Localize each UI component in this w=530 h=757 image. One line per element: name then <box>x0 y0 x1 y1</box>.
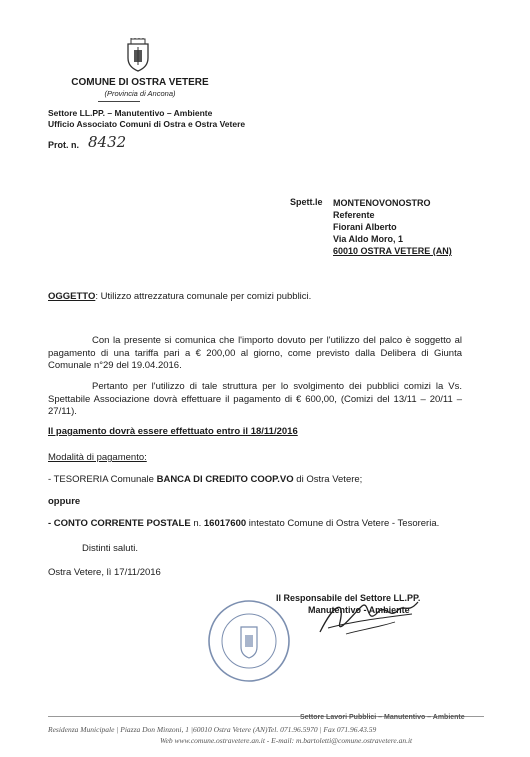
protocol-number: 8432 <box>88 133 127 151</box>
postal-account-holder: intestato Comune di Ostra Vetere - Tesoreria. <box>246 518 440 529</box>
bank-name: BANCA DI CREDITO COOP.VO <box>156 474 294 485</box>
closing-greeting: Distinti saluti. <box>82 543 138 554</box>
office-name: Ufficio Associato Comuni di Ostra e Ostra Vetere <box>48 119 246 129</box>
payment-methods-heading: Modalità di pagamento: <box>48 452 147 463</box>
subject-text: : Utilizzo attrezzatura comunale per comizi pubblici. <box>95 291 312 302</box>
signatory-title: Il Responsabile del Settore LL.PP. <box>276 593 421 603</box>
treasury-suffix: di Ostra Vetere; <box>293 474 363 485</box>
province-label: (Provincia di Ancona) <box>104 89 176 98</box>
body-paragraph: Pertanto per l'utilizzo di tale struttura per lo svolgimento dei pubblici comizi la Vs. Spettabile Associazione dovrà effettuare il pagamento di € 600,00, (Comizi del 13/11 – 20/11 – 27/11). <box>48 381 462 417</box>
postal-n-label: n. <box>190 518 204 529</box>
handwritten-signature <box>300 592 430 642</box>
recipient-line: Via Aldo Moro, 1 <box>333 234 404 244</box>
department-name: Settore LL.PP. – Manutentivo – Ambiente <box>48 108 213 118</box>
footer-contacts: Web www.comune.ostravetere.an.it - E-mail: m.bartoletti@comune.ostravetere.an.it <box>160 736 413 745</box>
postal-account-number: 16017600 <box>203 518 247 529</box>
place-date: Ostra Vetere, lì 17/11/2016 <box>48 567 161 578</box>
treasury-prefix: - TESORERIA Comunale <box>48 474 157 485</box>
payment-method-postal <box>48 518 439 531</box>
subject-line <box>48 291 311 304</box>
municipality-name: COMUNE DI OSTRA VETERE <box>71 77 209 88</box>
body-paragraph: Con la presente si comunica che l'importo dovuto per l'utilizzo del palco è soggetto al pagamento di una tariffa pari a € 200,00 al giorno, come previsto dalla Delibera di Giunta Comunale n°29 del 19.04.2016. <box>48 335 462 371</box>
signatory-department: Manutentivo - Ambiente <box>308 605 410 615</box>
footer-address: Residenza Municipale | Piazza Don Minzoni, 1 |60010 Ostra Vetere (AN)Tel. 071.96.5970 | Fax 071.96.43.59 <box>48 725 377 734</box>
recipient-line: Fiorani Alberto <box>333 222 397 232</box>
recipient-label: Spett.le <box>290 197 323 207</box>
official-stamp-icon <box>205 597 293 685</box>
payment-method-treasury <box>48 474 362 487</box>
recipient-line: MONTENOVONOSTRO <box>333 198 431 208</box>
recipient-line: Referente <box>333 210 375 220</box>
protocol-label: Prot. n. <box>48 140 79 150</box>
divider <box>98 101 140 102</box>
payment-deadline: Il pagamento dovrà essere effettuato entro il 18/11/2016 <box>48 426 298 437</box>
footer-department: Settore Lavori Pubblici – Manutentivo – Ambiente <box>300 714 465 721</box>
coat-of-arms-icon <box>125 38 151 72</box>
or-label: oppure <box>48 496 81 507</box>
postal-account-label: - CONTO CORRENTE POSTALE <box>48 518 191 529</box>
subject-label: OGGETTO <box>48 291 96 302</box>
recipient-line: 60010 OSTRA VETERE (AN) <box>333 246 452 256</box>
